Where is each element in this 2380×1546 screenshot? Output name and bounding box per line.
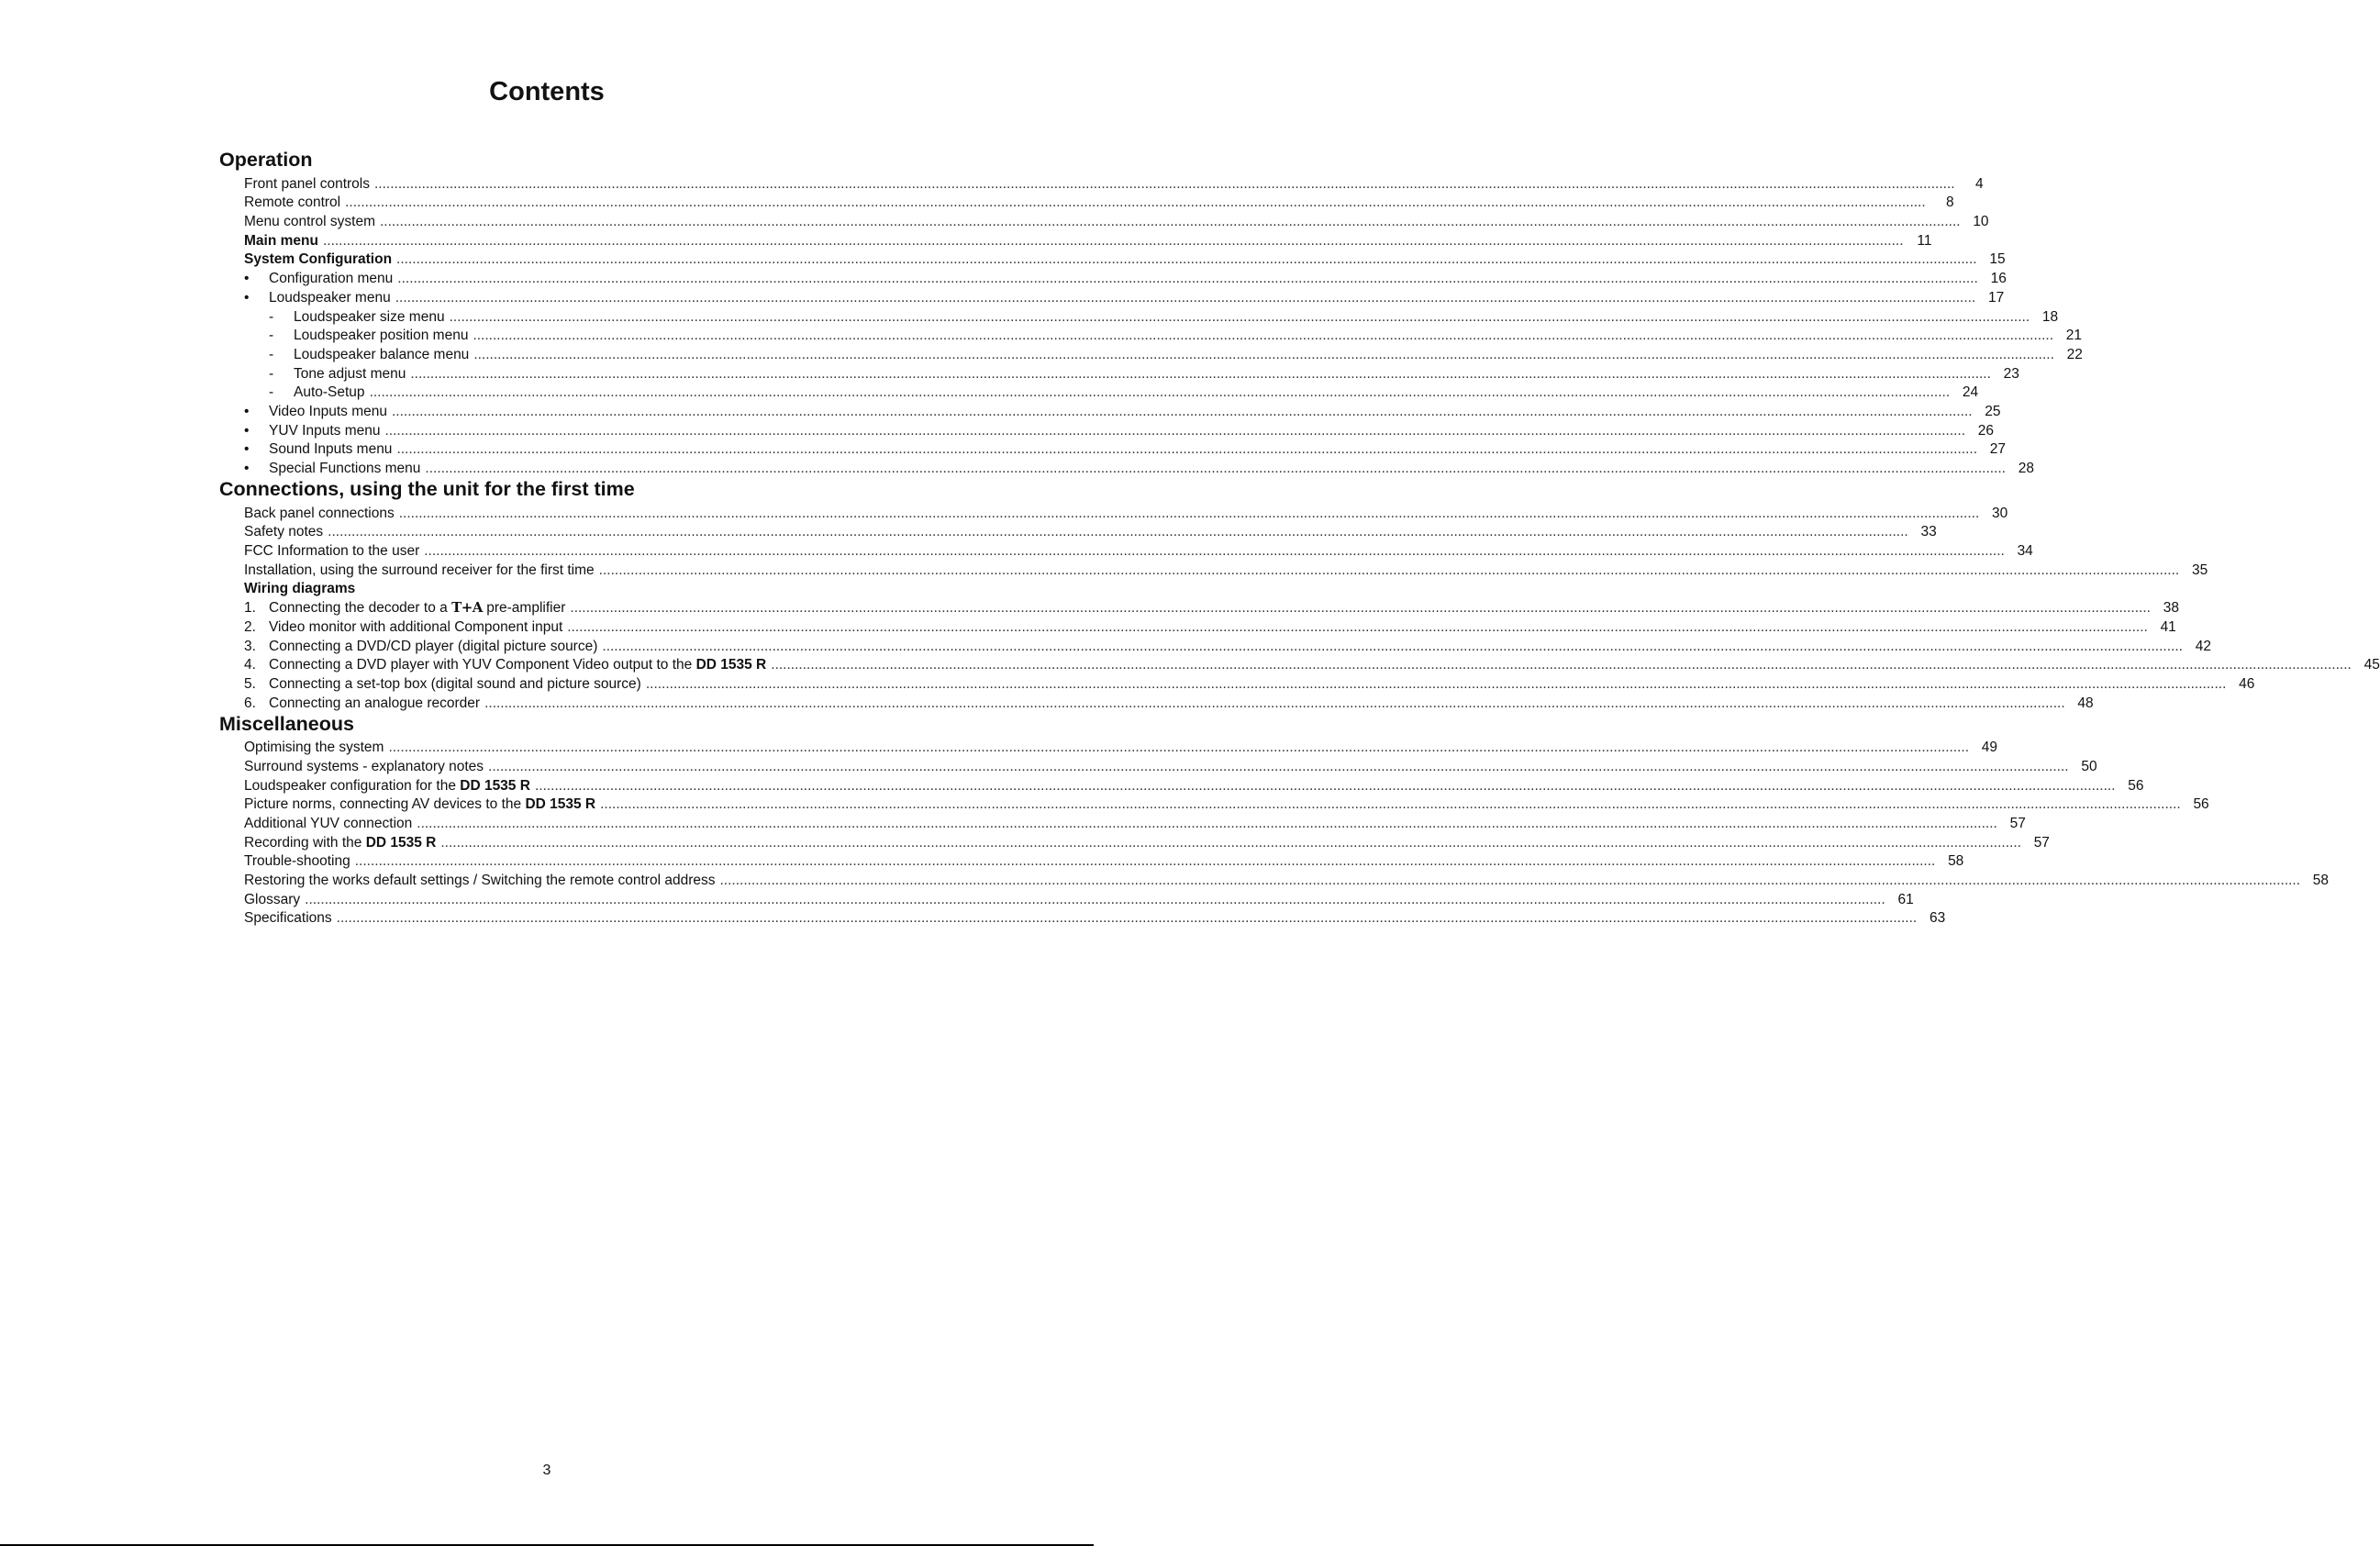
- toc-entry[interactable]: [244, 267, 2007, 287]
- toc-entry[interactable]: [244, 192, 1954, 211]
- toc-entry[interactable]: [244, 229, 1932, 249]
- toc-section: [219, 147, 2083, 476]
- toc-entry[interactable]: [269, 362, 2019, 382]
- entry-label-text: Restoring the works default settings / Switching the remote control address: [244, 873, 716, 889]
- entry-label: [294, 328, 468, 343]
- model-name: DD 1535 R: [695, 657, 767, 673]
- dot-leader: ................................................................................................................................................................................................................................................................................................................................................................................................................: [602, 638, 2183, 654]
- entry-label: [269, 676, 641, 692]
- entry-page-number: 15: [1989, 251, 2006, 268]
- entry-label: [244, 214, 375, 229]
- toc-entry[interactable]: [244, 692, 2094, 711]
- dot-leader: ................................................................................................................................................................................................................................................................................................................................................................................................................: [484, 695, 2065, 711]
- toc-entry[interactable]: [244, 419, 1995, 439]
- entry-label: [244, 778, 530, 794]
- entry-label-text: Glossary: [244, 891, 301, 907]
- entry-page-number: 41: [2160, 618, 2176, 635]
- entry-page-number: 48: [2077, 695, 2094, 711]
- entry-label: [244, 562, 595, 578]
- entry-page-number: 28: [2018, 461, 2034, 476]
- entry-label: [244, 853, 350, 869]
- dot-leader: ................................................................................................................................................................................................................................................................................................................................................................................................................: [488, 758, 2069, 774]
- dot-leader: ................................................................................................................................................................................................................................................................................................................................................................................................................: [369, 384, 1951, 401]
- entry-label-text: Loudspeaker menu: [269, 289, 391, 306]
- entry-label: [269, 441, 392, 457]
- entry-label: [269, 290, 391, 306]
- entry-page-number: 17: [1988, 289, 2005, 306]
- entry-label: [244, 524, 323, 539]
- toc-entry[interactable]: [244, 794, 2209, 813]
- entry-page-number: 57: [2009, 816, 2026, 831]
- dot-leader: ................................................................................................................................................................................................................................................................................................................................................................................................................: [449, 308, 2030, 325]
- toc-entry[interactable]: [244, 400, 2001, 419]
- section-heading: Miscellaneous: [219, 712, 354, 735]
- entry-page-number: 26: [1977, 422, 1995, 439]
- entry-label-text: Front panel controls: [244, 175, 370, 192]
- entry-marker: -: [269, 328, 274, 344]
- model-name: DD 1535 R: [365, 834, 437, 851]
- entry-marker: 5.: [244, 675, 256, 692]
- entry-label: [244, 759, 484, 774]
- entry-label-text: Installation, using the surround receiver for the first time: [244, 562, 595, 578]
- entry-marker: •: [244, 289, 250, 306]
- dot-leader: ................................................................................................................................................................................................................................................................................................................................................................................................................: [534, 777, 2116, 794]
- section-heading: Operation: [219, 149, 313, 171]
- entry-label-text: Additional YUV connection: [244, 816, 413, 831]
- entry-label: [269, 639, 597, 654]
- toc-entry[interactable]: [244, 737, 1998, 756]
- page-title: Contents: [489, 77, 605, 106]
- dot-leader: ................................................................................................................................................................................................................................................................................................................................................................................................................: [391, 403, 1973, 419]
- toc-section: [219, 476, 2380, 711]
- entry-marker: -: [269, 365, 274, 382]
- dot-leader: ................................................................................................................................................................................................................................................................................................................................................................................................................: [396, 441, 1977, 458]
- entry-label-text: Picture norms, connecting AV devices to the: [244, 796, 526, 813]
- entry-label-text: System Configuration: [244, 251, 393, 268]
- toc-entry[interactable]: [269, 325, 2082, 344]
- dot-leader: ................................................................................................................................................................................................................................................................................................................................................................................................................: [771, 657, 2352, 673]
- entry-label-text: Connecting a DVD/CD player (digital picture source): [269, 638, 598, 654]
- entry-page-number: 21: [2065, 328, 2082, 344]
- entry-label: [244, 873, 715, 888]
- entry-marker: •: [244, 422, 250, 439]
- entry-label-text: Safety notes: [244, 524, 324, 540]
- entry-label-text: Sound Inputs menu: [269, 441, 393, 458]
- entry-label: [294, 309, 445, 325]
- toc-entry[interactable]: [244, 616, 2176, 635]
- dot-leader: ................................................................................................................................................................................................................................................................................................................................................................................................................: [417, 816, 1997, 831]
- entry-label: [244, 543, 419, 559]
- entry-label-text: Connecting an analogue recorder: [269, 695, 481, 711]
- brand-logo: T+A: [451, 599, 483, 617]
- dot-leader: ................................................................................................................................................................................................................................................................................................................................................................................................................: [598, 562, 2180, 578]
- entry-marker: -: [269, 308, 274, 325]
- toc-entry[interactable]: [244, 907, 1946, 927]
- toc-entry[interactable]: [244, 869, 2330, 889]
- entry-page-number: 46: [2239, 675, 2255, 692]
- page-number: 3: [542, 1463, 551, 1478]
- entry-page-number: 23: [2003, 365, 2019, 382]
- dot-leader: ................................................................................................................................................................................................................................................................................................................................................................................................................: [473, 346, 2054, 362]
- toc-entry[interactable]: [269, 306, 2059, 325]
- dot-leader: ................................................................................................................................................................................................................................................................................................................................................................................................................: [397, 271, 1978, 287]
- entry-label: [269, 404, 387, 419]
- entry-label-text: Remote control: [244, 195, 341, 211]
- entry-label: [294, 384, 365, 400]
- dot-leader: ................................................................................................................................................................................................................................................................................................................................................................................................................: [354, 853, 1936, 870]
- toc-entry[interactable]: [244, 439, 2006, 458]
- entry-page-number: 27: [1989, 441, 2006, 458]
- toc-entry[interactable]: [244, 635, 2211, 654]
- dot-leader: ................................................................................................................................................................................................................................................................................................................................................................................................................: [388, 740, 1970, 756]
- entry-marker: •: [244, 441, 250, 458]
- entry-label: [269, 600, 565, 616]
- dot-leader: ................................................................................................................................................................................................................................................................................................................................................................................................................: [345, 195, 1926, 211]
- entry-label-text: Wiring diagrams: [244, 581, 356, 597]
- dot-leader: ................................................................................................................................................................................................................................................................................................................................................................................................................: [645, 675, 2227, 692]
- entry-label-text: Loudspeaker configuration for the: [244, 777, 461, 794]
- toc-entry[interactable]: [244, 851, 1964, 870]
- entry-page-number: 63: [1929, 910, 1946, 927]
- entry-page-number: 18: [2041, 308, 2059, 325]
- entry-label: [244, 195, 340, 210]
- toc-entry[interactable]: [244, 249, 2006, 268]
- entry-label-text: Connecting a DVD player with YUV Component Video output to the: [269, 657, 696, 673]
- entry-page-number: 24: [1962, 384, 1979, 401]
- dot-leader: ................................................................................................................................................................................................................................................................................................................................................................................................................: [600, 796, 2181, 813]
- entry-label: [269, 619, 562, 635]
- toc-section: [219, 711, 2330, 927]
- section-heading: Connections, using the unit for the first time: [219, 478, 635, 500]
- entry-marker: -: [269, 384, 274, 401]
- entry-label-text: Menu control system: [244, 214, 375, 230]
- dot-leader: ................................................................................................................................................................................................................................................................................................................................................................................................................: [380, 214, 1961, 230]
- toc-entry[interactable]: [244, 812, 2026, 831]
- dot-leader: ................................................................................................................................................................................................................................................................................................................................................................................................................: [425, 461, 2006, 476]
- entry-page-number: 35: [2191, 562, 2208, 578]
- entry-label-text: Specifications: [244, 910, 332, 927]
- entry-label: [244, 892, 300, 907]
- entry-label-text: Loudspeaker size menu: [294, 308, 445, 325]
- entry-label: [244, 816, 412, 831]
- entry-label-text: Connecting the decoder to a: [269, 600, 448, 617]
- entry-label: [244, 506, 395, 521]
- entry-page-number: 4: [1974, 175, 1984, 192]
- entry-label-text: FCC Information to the user: [244, 543, 420, 560]
- toc-entry[interactable]: [244, 502, 2008, 521]
- entry-marker: 2.: [244, 618, 256, 635]
- toc-entry[interactable]: [244, 539, 2033, 560]
- dot-leader: ................................................................................................................................................................................................................................................................................................................................................................................................................: [395, 289, 1976, 306]
- entry-page-number: 58: [2312, 873, 2330, 889]
- entry-label: [269, 461, 420, 476]
- toc-entry[interactable]: [244, 521, 1937, 540]
- toc-entry[interactable]: [244, 654, 2380, 673]
- entry-page-number: 10: [1973, 214, 1989, 230]
- entry-label: [294, 366, 406, 382]
- entry-page-number: 56: [2193, 796, 2209, 813]
- entry-label-text: YUV Inputs menu: [269, 422, 381, 439]
- entry-marker: •: [244, 271, 250, 287]
- entry-marker: 6.: [244, 695, 256, 711]
- dot-leader: ................................................................................................................................................................................................................................................................................................................................................................................................................: [305, 891, 1885, 907]
- entry-label: [244, 581, 355, 596]
- entry-page-number: 56: [2128, 777, 2144, 794]
- entry-page-number: 8: [1946, 195, 1954, 211]
- entry-marker: •: [244, 461, 250, 476]
- entry-page-number: 16: [1990, 271, 2007, 287]
- toc-entry[interactable]: [244, 578, 929, 597]
- entry-label: [269, 271, 393, 286]
- entry-label-text: Trouble-shooting: [244, 853, 350, 870]
- entry-label-text: Loudspeaker balance menu: [294, 346, 470, 362]
- dot-leader: ................................................................................................................................................................................................................................................................................................................................................................................................................: [336, 910, 1918, 927]
- toc-entry[interactable]: [244, 596, 2179, 617]
- dot-leader: ................................................................................................................................................................................................................................................................................................................................................................................................................: [570, 600, 2151, 617]
- entry-marker: -: [269, 346, 274, 362]
- entry-label-text: Main menu: [244, 232, 318, 249]
- entry-marker: •: [244, 403, 250, 419]
- entry-page-number: 11: [1917, 232, 1932, 249]
- entry-page-number: 30: [1992, 505, 2008, 521]
- entry-label-text: Configuration menu: [269, 271, 394, 287]
- entry-label: [244, 796, 595, 812]
- entry-label: [294, 347, 469, 362]
- entry-marker: 1.: [244, 600, 256, 617]
- entry-marker: 4.: [244, 657, 256, 673]
- table-of-contents: [219, 147, 2380, 927]
- entry-label: [244, 910, 332, 926]
- entry-marker: 3.: [244, 638, 256, 654]
- entry-label-text: Optimising the system: [244, 740, 384, 756]
- toc-entry[interactable]: [244, 286, 2005, 306]
- entry-label-text: Surround systems - explanatory notes: [244, 758, 484, 774]
- entry-label-suffix: pre-amplifier: [482, 600, 566, 617]
- entry-page-number: 38: [2163, 600, 2179, 617]
- entry-label: [244, 251, 392, 267]
- entry-label-text: Special Functions menu: [269, 461, 421, 476]
- entry-label-text: Video monitor with additional Component input: [269, 618, 563, 635]
- entry-page-number: 22: [2066, 346, 2083, 362]
- entry-label-text: Auto-Setup: [294, 384, 365, 401]
- entry-label-text: Back panel connections: [244, 505, 395, 521]
- entry-label-text: Connecting a set-top box (digital sound and picture source): [269, 675, 641, 692]
- toc-entry[interactable]: [244, 755, 2097, 774]
- dot-leader: ................................................................................................................................................................................................................................................................................................................................................................................................................: [719, 873, 2301, 889]
- entry-label: [244, 835, 436, 851]
- entry-label: [244, 176, 370, 192]
- entry-label: [269, 657, 766, 673]
- entry-label: [269, 695, 480, 711]
- entry-page-number: 61: [1897, 891, 1914, 907]
- dot-leader: ................................................................................................................................................................................................................................................................................................................................................................................................................: [473, 328, 2053, 344]
- entry-page-number: 49: [1981, 740, 1998, 756]
- dot-leader: ................................................................................................................................................................................................................................................................................................................................................................................................................: [567, 618, 2148, 635]
- toc-entry[interactable]: [269, 382, 1979, 401]
- toc-entry[interactable]: [244, 673, 2255, 692]
- toc-entry[interactable]: [269, 343, 2083, 362]
- dot-leader: ................................................................................................................................................................................................................................................................................................................................................................................................................: [440, 834, 2021, 851]
- entry-label-text: Tone adjust menu: [294, 365, 406, 382]
- dot-leader: ................................................................................................................................................................................................................................................................................................................................................................................................................: [424, 543, 2005, 560]
- toc-entry[interactable]: [244, 774, 2144, 794]
- entry-page-number: 50: [2081, 758, 2097, 774]
- entry-page-number: 57: [2033, 834, 2050, 851]
- toc-entry[interactable]: [244, 457, 2034, 476]
- dot-leader: ................................................................................................................................................................................................................................................................................................................................................................................................................: [396, 251, 1977, 268]
- entry-label: [244, 740, 384, 755]
- dot-leader: ................................................................................................................................................................................................................................................................................................................................................................................................................: [398, 505, 1980, 521]
- toc-entry[interactable]: [244, 172, 1984, 192]
- dot-leader: ................................................................................................................................................................................................................................................................................................................................................................................................................: [374, 175, 1955, 192]
- entry-page-number: 34: [2017, 543, 2033, 560]
- toc-entry[interactable]: [244, 559, 2208, 578]
- entry-page-number: 25: [1985, 403, 2001, 419]
- toc-entry[interactable]: [244, 210, 1989, 230]
- entry-label: [244, 233, 318, 249]
- entry-label-text: Video Inputs menu: [269, 403, 387, 419]
- dot-leader: ................................................................................................................................................................................................................................................................................................................................................................................................................: [384, 422, 1966, 439]
- entry-page-number: 58: [1948, 853, 1964, 870]
- model-name: DD 1535 R: [460, 777, 530, 794]
- dot-leader: ................................................................................................................................................................................................................................................................................................................................................................................................................: [410, 365, 1991, 382]
- entry-label-text: Loudspeaker position menu: [294, 328, 469, 344]
- entry-page-number: 45: [2363, 657, 2380, 673]
- entry-page-number: 33: [1920, 524, 1937, 540]
- dot-leader: ................................................................................................................................................................................................................................................................................................................................................................................................................: [322, 232, 1904, 249]
- toc-entry[interactable]: [244, 888, 1914, 907]
- entry-label: [269, 423, 380, 439]
- model-name: DD 1535 R: [525, 796, 596, 813]
- dot-leader: ................................................................................................................................................................................................................................................................................................................................................................................................................: [328, 524, 1908, 540]
- toc-entry[interactable]: [244, 831, 2050, 851]
- entry-label-text: Recording with the: [244, 834, 366, 851]
- entry-page-number: 42: [2195, 638, 2211, 654]
